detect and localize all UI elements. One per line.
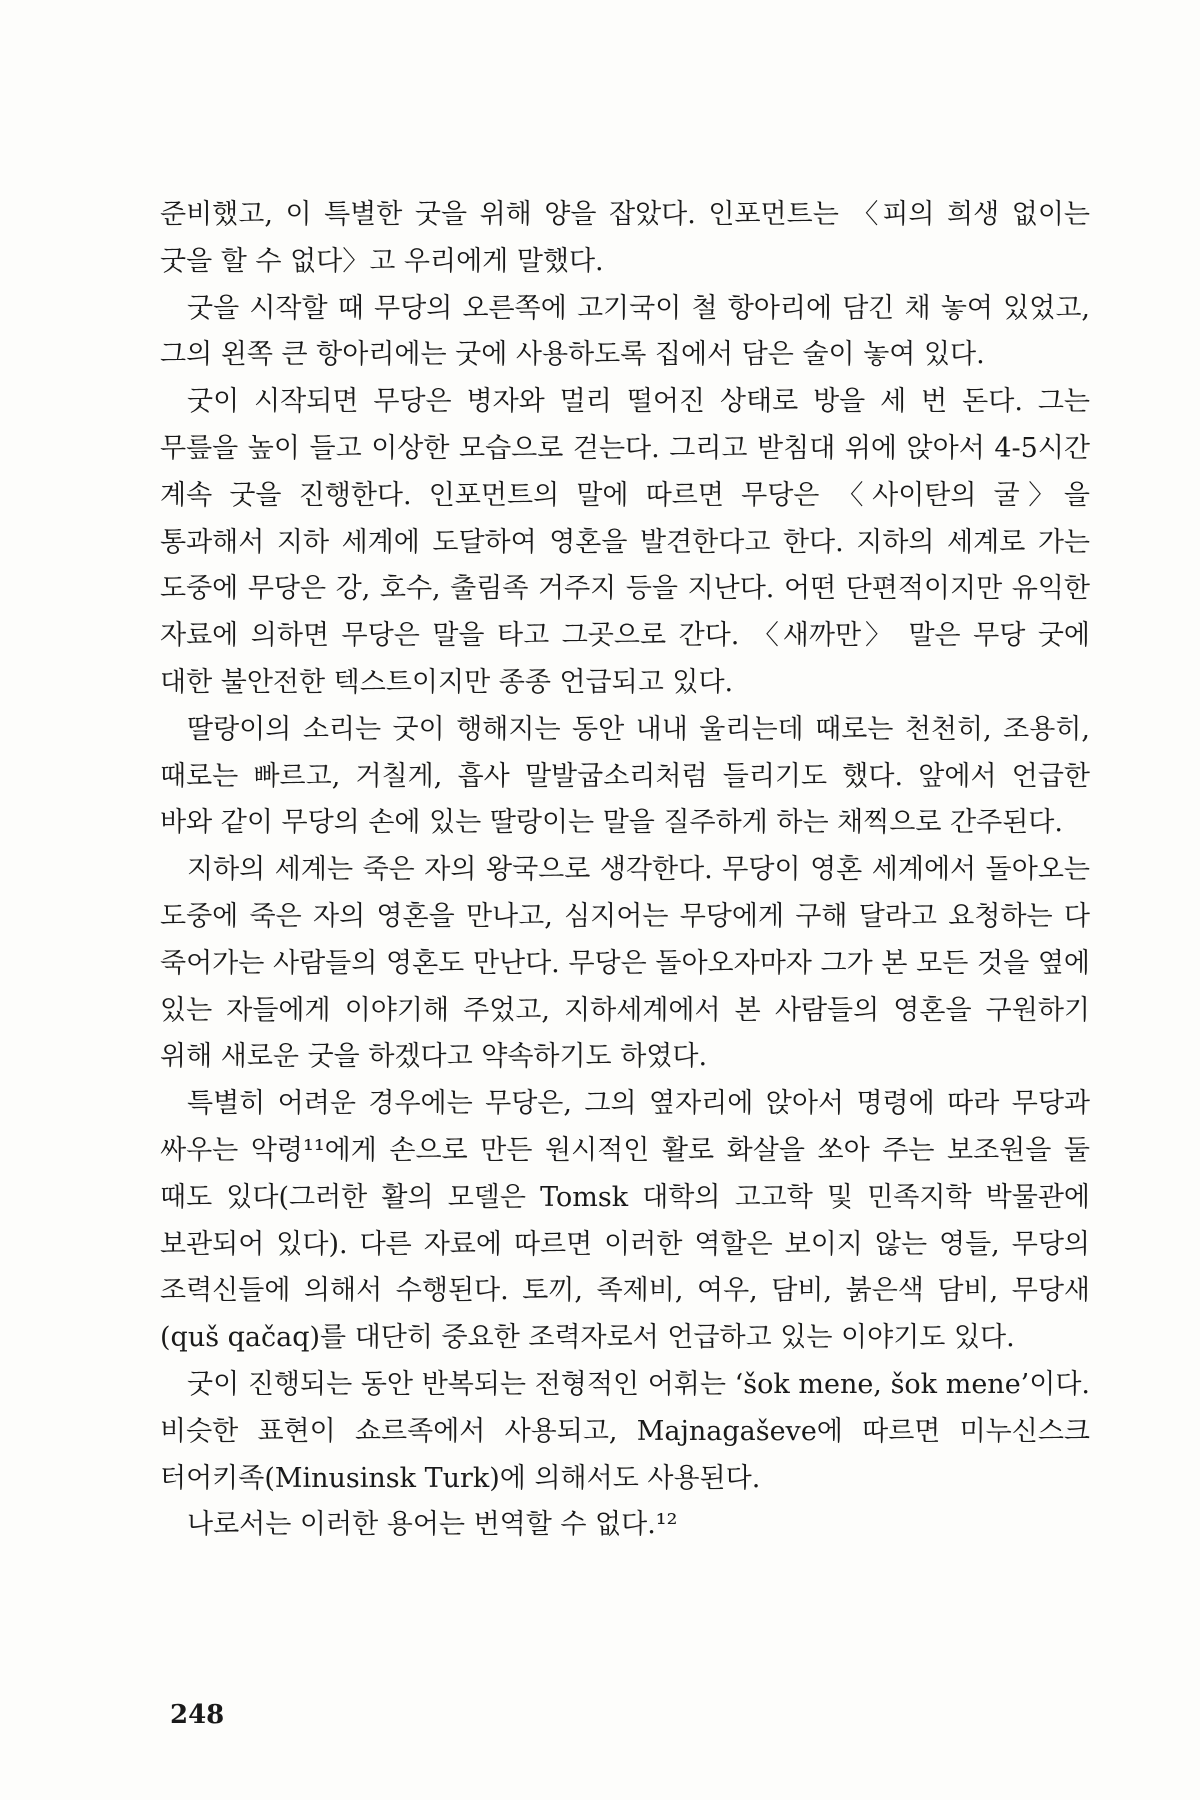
- paragraph-vocabulary: 굿이 진행되는 동안 반복되는 전형적인 어휘는 ‘šok mene, šok mene’이다. 비슷한 표현이 쇼르족에서 사용되고, Majnagaševe에 따르면 미누신스크 터어키족(Minusinsk Turk)에 의해서도 사용된다.: [160, 1368, 1090, 1494]
- body-text: [160, 192, 1090, 1549]
- paragraph-assistant: 특별히 어려운 경우에는 무당은, 그의 옆자리에 앉아서 명령에 따라 무당과 싸우는 악령¹¹에게 손으로 만든 원시적인 활로 화살을 쏘아 주는 보조원을 둘 때도 있다(그러한 활의 모델은 Tomsk 대학의 고고학 및 민족지학 박물관에 보관되어 있다). 다른 자료에 따르면 이러한 역할은 보이지 않는 영들, 무당의 조력신들에 의해서 수행된다. 토끼, 족제비, 여우, 담비, 붉은색 담비, 무당새(quš qačaq)를 대단히 중요한 조력자로서 언급하고 있는 이야기도 있다.: [160, 1088, 1090, 1354]
- paragraph-ritual-setup: 굿을 시작할 때 무당의 오른쪽에 고기국이 철 항아리에 담긴 채 놓여 있었고, 그의 왼쪽 큰 항아리에는 굿에 사용하도록 집에서 담은 술이 놓여 있다.: [160, 292, 1090, 371]
- paragraph-continued: 준비했고, 이 특별한 굿을 위해 양을 잡았다. 인포먼트는 〈피의 희생 없이는 굿을 할 수 없다〉고 우리에게 말했다.: [160, 199, 1090, 277]
- paragraph-rattle: 딸랑이의 소리는 굿이 행해지는 동안 내내 울리는데 때로는 천천히, 조용히, 때로는 빠르고, 거칠게, 흡사 말발굽소리처럼 들리기도 했다. 앞에서 언급한 바와 같이 무당의 손에 있는 딸랑이는 말을 질주하게 하는 채찍으로 간주된다.: [160, 713, 1090, 839]
- page-number: 248: [170, 1700, 225, 1730]
- paragraph-ritual-journey: 굿이 시작되면 무당은 병자와 멀리 떨어진 상태로 방을 세 번 돈다. 그는 무릎을 높이 들고 이상한 모습으로 걷는다. 그리고 받침대 위에 앉아서 4-5시간 계속 굿을 진행한다. 인포먼트의 말에 따르면 무당은 〈사이탄의 굴〉을 통과해서 지하 세계에 도달하여 영혼을 발견한다고 한다. 지하의 세계로 가는 도중에 무당은 강, 호수, 출림족 거주지 등을 지난다. 어떤 단편적이지만 유익한 자료에 의하면 무당은 말을 타고 그곳으로 간다. 〈새까만〉 말은 무당 굿에 대한 불안전한 텍스트이지만 종종 언급되고 있다.: [160, 386, 1090, 698]
- paragraph-translation-note: 나로서는 이러한 용어는 번역할 수 없다.¹²: [187, 1509, 678, 1541]
- paragraph-underworld: 지하의 세계는 죽은 자의 왕국으로 생각한다. 무당이 영혼 세계에서 돌아오는 도중에 죽은 자의 영혼을 만나고, 심지어는 무당에게 구해 달라고 요청하는 다 죽어가는 사람들의 영혼도 만난다. 무당은 돌아오자마자 그가 본 모든 것을 옆에 있는 자들에게 이야기해 주었고, 지하세계에서 본 사람들의 영혼을 구원하기 위해 새로운 굿을 하겠다고 약속하기도 하였다.: [160, 854, 1090, 1073]
